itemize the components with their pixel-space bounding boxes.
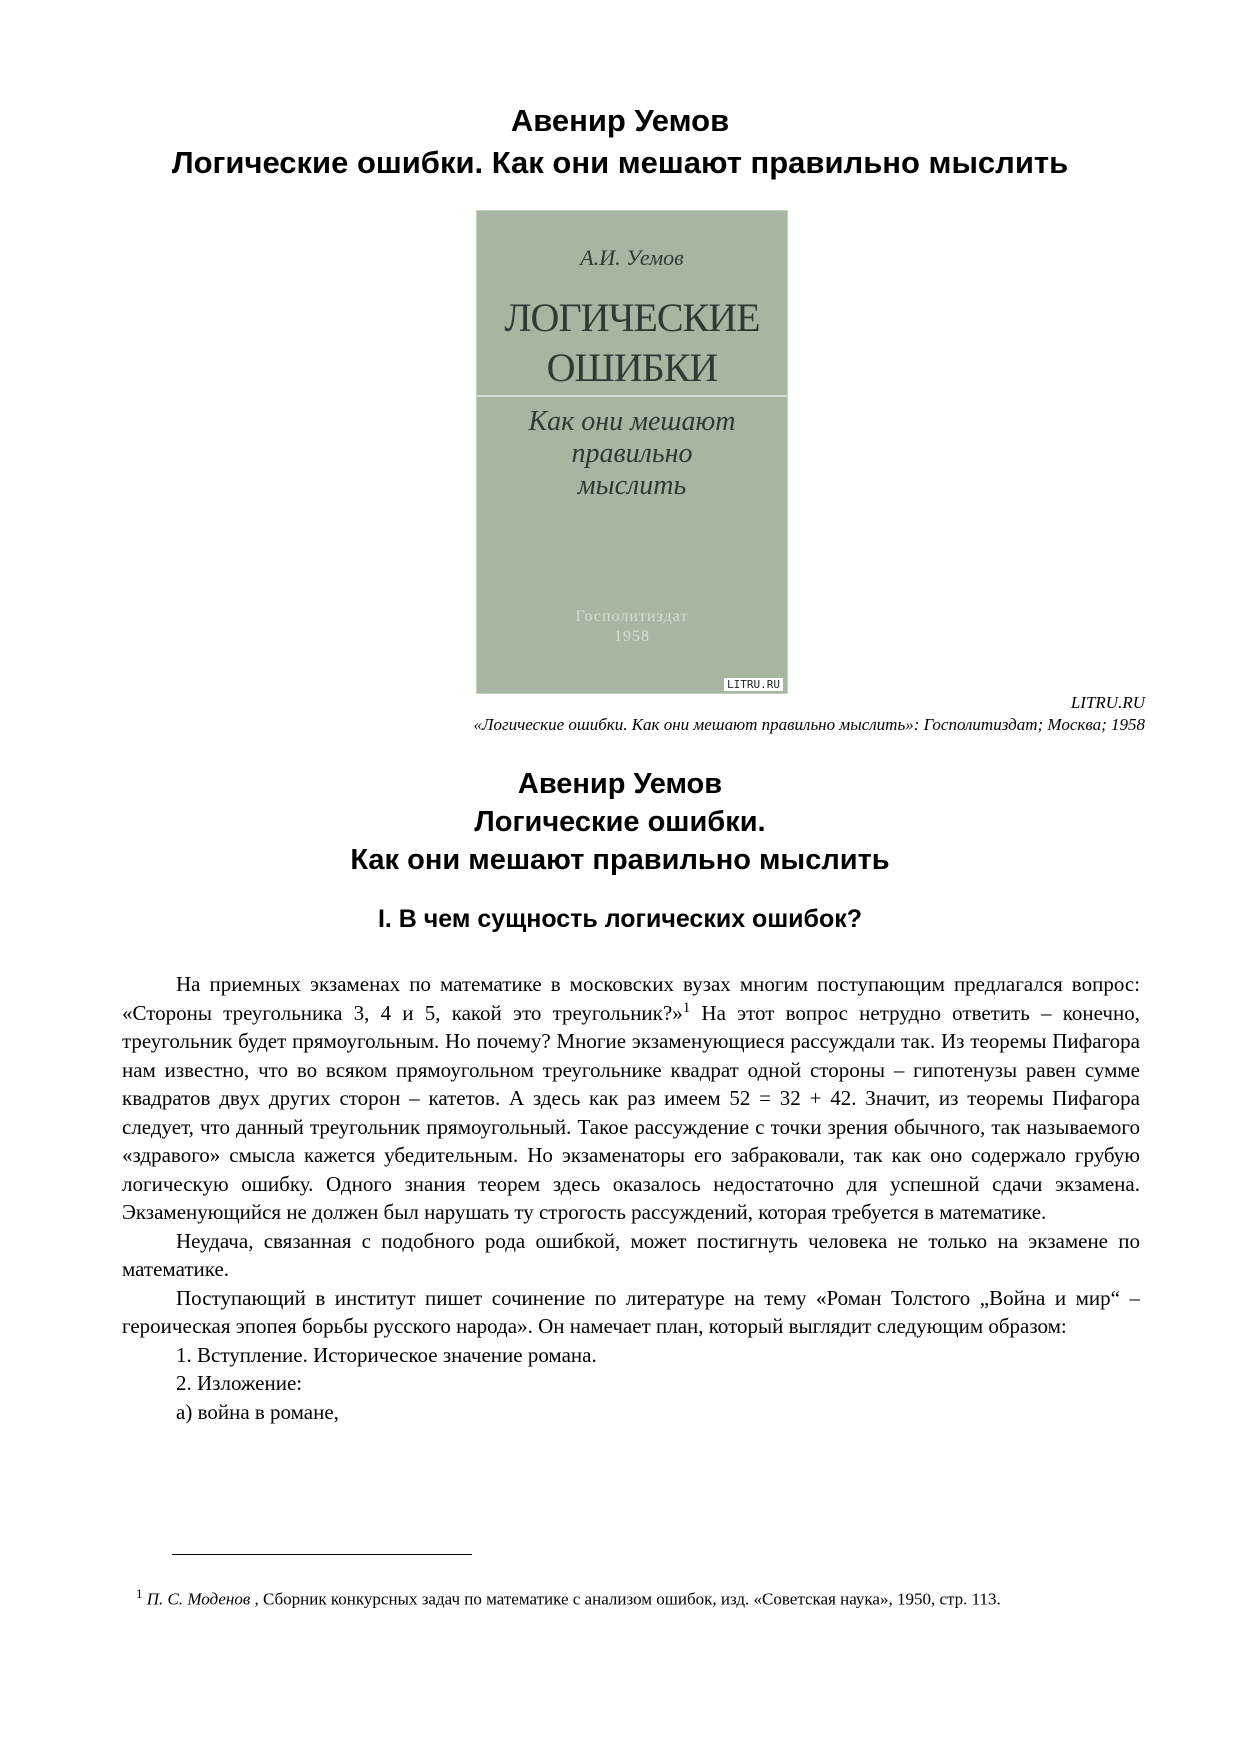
cover-title: ЛОГИЧЕСКИЕ ОШИБКИ [504, 295, 760, 390]
list-item: 1. Вступление. Историческое значение романа. [176, 1342, 597, 1367]
footnote-number: 1 [136, 1586, 143, 1601]
body-text [122, 970, 1140, 1426]
title-author: Авенир Уемов [517, 768, 723, 800]
footnote-divider [172, 1554, 472, 1555]
cover-watermark: LITRU.RU [724, 678, 783, 691]
book-cover-image [476, 210, 788, 694]
caption-site: LITRU.RU [1070, 693, 1145, 712]
footnote-author: П. С. Моденов [146, 1589, 251, 1609]
list-item: 2. Изложение: [176, 1371, 303, 1395]
header-author: Авенир Уемов [510, 103, 730, 138]
header-book-title: Логические ошибки. Как они мешают правильно мыслить [171, 145, 1069, 180]
cover-divider [477, 395, 787, 397]
cover-publisher: Госполитиздат 1958 [575, 608, 689, 645]
footnote-text: , Сборник конкурсных задач по математике с анализом ошибок, изд. «Советская наука», 1950, стр. 113. [250, 1589, 1001, 1609]
paragraph-2: Неудача, связанная с подобного рода ошибкой, может постигнуть человека не только на экзамене по математике. [122, 1228, 1140, 1281]
cover-author: А.И. Уемов [580, 245, 684, 270]
list-item: а) война в романе, [176, 1399, 339, 1424]
cover-subtitle: Как они мешают правильно мыслить [528, 406, 736, 501]
paragraph-1: На приемных экзаменах по математике в московских вузах многим поступающим предлагался вопрос: «Стороны треугольника 3, 4 и 5, какой это треугольник?»$^1$ На этот вопрос нетрудно ответить – конечно, треугольник будет прямоугольным. Но почему? Многие экзаменующиеся рассуждали так. Из теоремы Пифагора нам известно, что во всяком прямоугольном треугольнике квадрат одной стороны – гипотенузы равен сумме квадратов двух других сторон – катетов. А здесь как раз имеем 52 = 32 + 42. Значит, из теоремы Пифагора следует, что данный треугольник прямоугольный. Такое рассуждение с точки зрения обычного, так называемого «здравого» смысла кажется убедительным. Но экзаменаторы его забраковали, так как оно содержало грубую логическую ошибку. Одного знания теорем здесь оказалось недостаточно для успешной сдачи экзамена. Экзаменующийся не должен был нарушать ту строгость рассуждений, которая требуется в математике. [122, 972, 1140, 1224]
header-title-block [0, 100, 1240, 184]
cover-caption [474, 692, 1145, 736]
caption-line: «Логические ошибки. Как они мешают правильно мыслить»: Госполитиздат; Москва; 1958 [473, 715, 1145, 734]
paragraph-3: Поступающий в институт пишет сочинение по литературе на тему «Роман Толстого „Война и мир“ – героическая эпопея борьбы русского народа». Он намечает план, который выглядит следующим образом: [122, 1285, 1140, 1338]
section-heading: I. В чем сущность логических ошибок? [377, 905, 863, 933]
title-line-1: Логические ошибки. [474, 806, 766, 838]
footnote-ref[interactable]: 1 [682, 999, 691, 1016]
title-line-2: Как они мешают правильно мыслить [350, 844, 890, 876]
title-block [0, 765, 1240, 879]
footnote [122, 1582, 1140, 1612]
